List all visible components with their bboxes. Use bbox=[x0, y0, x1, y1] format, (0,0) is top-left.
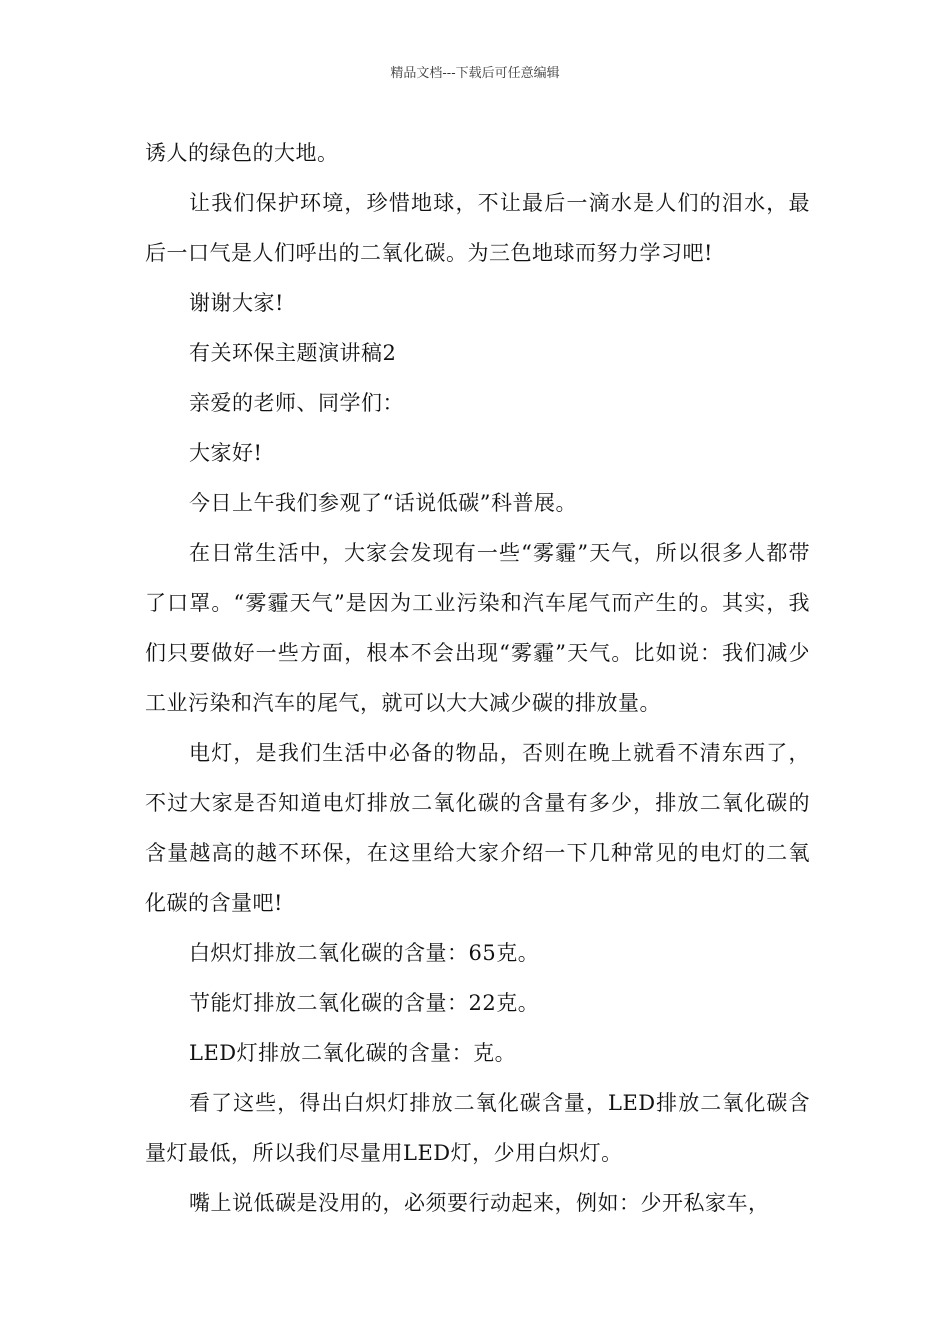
paragraph: 让我们保护环境，珍惜地球，不让最后一滴水是人们的泪水，最后一口气是人们呼出的二氧化碳。为三色地球而努力学习吧! bbox=[145, 191, 810, 265]
paragraph: 电灯，是我们生活中必备的物品，否则在晚上就看不清东西了，不过大家是否知道电灯排放二氧化碳的含量有多少，排放二氧化碳的含量越高的越不环保，在这里给大家介绍一下几种常见的电灯的二氧化碳的含量吧! bbox=[145, 741, 810, 915]
page-header: 精品文档---下载后可任意编辑 bbox=[390, 66, 560, 81]
section-title: 有关环保主题演讲稿2 bbox=[189, 341, 397, 365]
document-body bbox=[145, 128, 810, 1228]
list-item: 节能灯排放二氧化碳的含量：22克。 bbox=[189, 991, 540, 1015]
paragraph: 看了这些，得出白炽灯排放二氧化碳含量，LED排放二氧化碳含量灯最低，所以我们尽量用LED灯，少用白炽灯。 bbox=[145, 1091, 810, 1165]
paragraph: 今日上午我们参观了“话说低碳”科普展。 bbox=[189, 491, 577, 515]
list-item: LED灯排放二氧化碳的含量：克。 bbox=[189, 1041, 517, 1065]
paragraph: 嘴上说低碳是没用的，必须要行动起来，例如：少开私家车， bbox=[189, 1191, 770, 1215]
greeting: 大家好! bbox=[189, 441, 263, 465]
paragraph: 谢谢大家! bbox=[189, 291, 284, 315]
paragraph: 在日常生活中，大家会发现有一些“雾霾”天气，所以很多人都带了口罩。“雾霾天气”是因为工业污染和汽车尾气而产生的。其实，我们只要做好一些方面，根本不会出现“雾霾”天气。比如说：我们减少工业污染和汽车的尾气，就可以大大减少碳的排放量。 bbox=[145, 541, 810, 715]
list-item: 白炽灯排放二氧化碳的含量：65克。 bbox=[189, 941, 540, 965]
salutation: 亲爱的老师、同学们： bbox=[189, 391, 404, 415]
paragraph: 诱人的绿色的大地。 bbox=[145, 141, 339, 165]
